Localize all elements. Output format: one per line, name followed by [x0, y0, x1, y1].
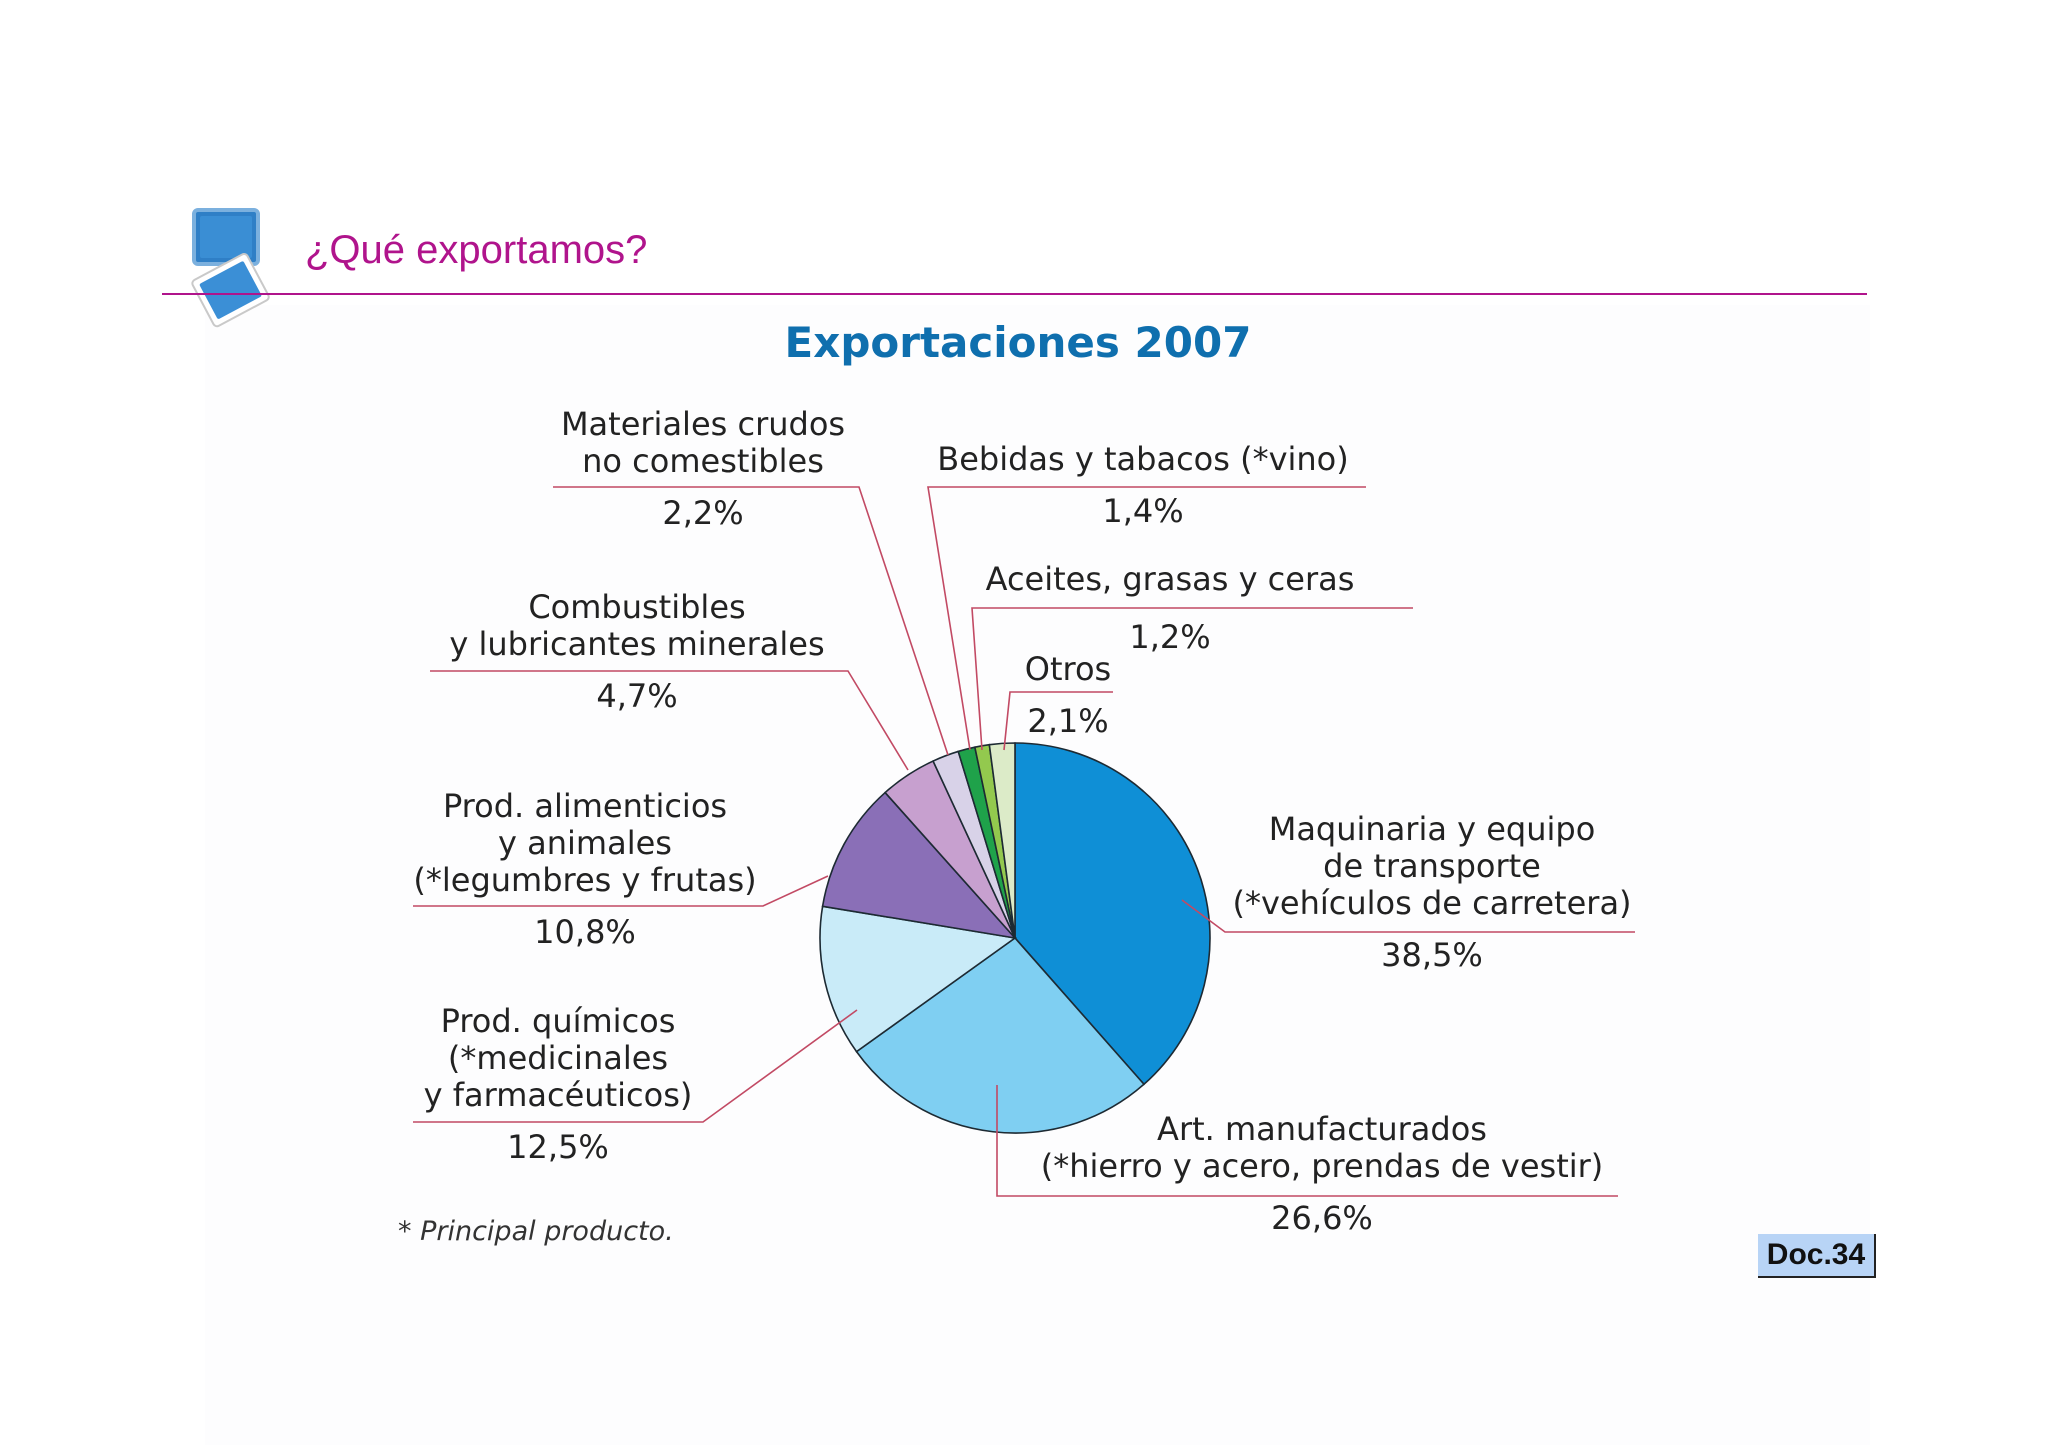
slice-label-line: no comestibles — [582, 442, 824, 480]
slice-label-line: Combustibles — [528, 588, 746, 626]
slice-label-line: y animales — [498, 824, 672, 862]
slice-label-line: (*vehículos de carretera) — [1232, 884, 1632, 922]
slice-label-line: Art. manufacturados — [1157, 1110, 1487, 1148]
footnote: * Principal producto. — [398, 1216, 674, 1247]
slice-label-line: y farmacéuticos) — [423, 1076, 693, 1114]
slice-label-line: Maquinaria y equipo — [1268, 810, 1596, 848]
slice-label-line: (*legumbres y frutas) — [413, 861, 757, 899]
slice-label-line: de transporte — [1323, 847, 1541, 885]
doc-reference-badge: Doc.34 — [1758, 1234, 1876, 1278]
slice-label-line: (*medicinales — [447, 1039, 669, 1077]
slice-label-line: Materiales crudos — [560, 405, 846, 443]
slice-label — [561, 405, 845, 532]
slice-label-line: (*hierro y acero, prendas de vestir) — [1040, 1147, 1604, 1185]
slice-percent-label: 26,6% — [1271, 1199, 1373, 1237]
slice-percent-label: 2,1% — [1027, 702, 1109, 740]
slice-label — [1025, 650, 1111, 740]
slice-percent-label: 1,4% — [1102, 492, 1184, 530]
slice-percent-label: 12,5% — [507, 1128, 609, 1166]
slice-label-line: Aceites, grasas y ceras — [985, 560, 1355, 598]
slice-label — [1041, 1110, 1604, 1237]
slice-label — [424, 1002, 693, 1166]
slice-label — [937, 440, 1348, 530]
pie-slices — [820, 743, 1210, 1133]
slice-percent-label: 4,7% — [596, 677, 678, 715]
slice-percent-label: 38,5% — [1381, 936, 1483, 974]
slice-label-line: Prod. químicos — [440, 1002, 676, 1040]
chart-title: Exportaciones 2007 — [784, 318, 1252, 367]
slice-label-line: Bebidas y tabacos (*vino) — [937, 440, 1349, 478]
slide-title: ¿Qué exportamos? — [305, 228, 648, 272]
slice-percent-label: 1,2% — [1129, 618, 1211, 656]
slice-label — [1232, 810, 1631, 974]
slice-label-line: y lubricantes minerales — [449, 625, 825, 663]
slice-label-line: Otros — [1024, 650, 1112, 688]
slice-label — [449, 588, 824, 715]
slice-label-line: Prod. alimenticios — [442, 787, 728, 825]
slice-percent-label: 2,2% — [662, 494, 744, 532]
slice-percent-label: 10,8% — [534, 913, 636, 951]
slice-label — [413, 787, 756, 951]
